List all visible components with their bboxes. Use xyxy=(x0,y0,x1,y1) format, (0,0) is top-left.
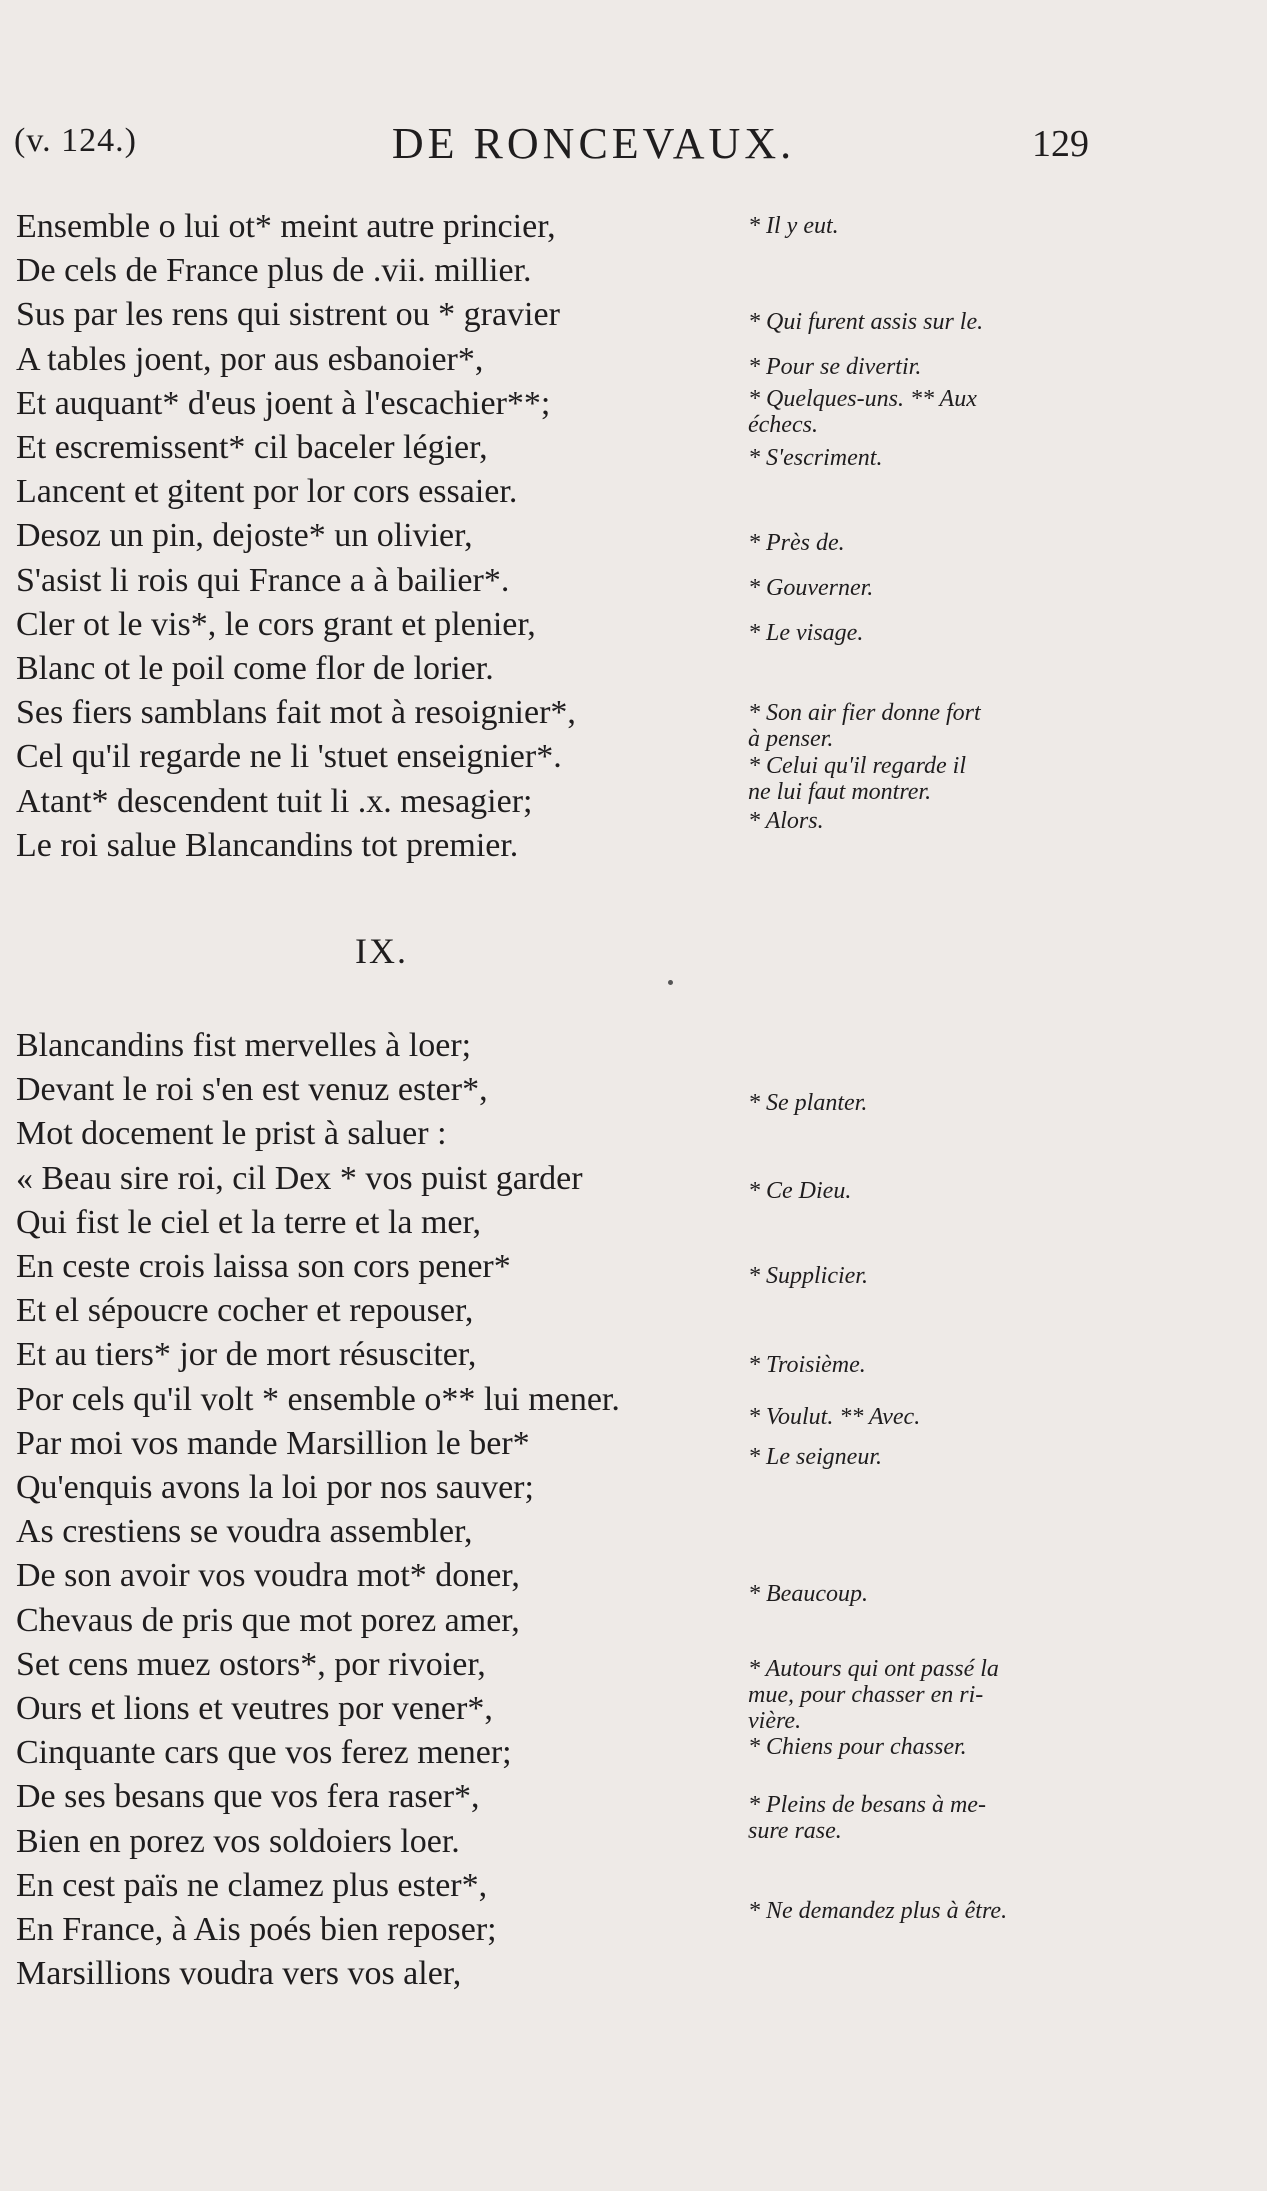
verse-line: Cel qu'il regarde ne li 'stuet enseignier*. xyxy=(16,738,562,776)
verse-line: Cinquante cars que vos ferez mener; xyxy=(16,1734,512,1772)
gloss-line: * Ce Dieu. xyxy=(748,1178,852,1204)
verse-line: Desoz un pin, dejoste* un olivier, xyxy=(16,517,473,555)
verse-line: Sus par les rens qui sistrent ou * gravier xyxy=(16,296,560,334)
gloss-line: * Il y eut. xyxy=(748,213,839,239)
gloss-line: mue, pour chasser en ri- xyxy=(748,1682,984,1708)
gloss-line: sure rase. xyxy=(748,1818,842,1844)
verse-line: S'asist li rois qui France a à bailier*. xyxy=(16,561,510,599)
verse-line: Set cens muez ostors*, por rivoier, xyxy=(16,1645,486,1683)
gloss-line: * Beaucoup. xyxy=(748,1581,868,1607)
gloss-line: * Quelques-uns. ** Aux xyxy=(748,386,977,412)
gloss-line: * Près de. xyxy=(748,530,845,556)
verse-line: Et auquant* d'eus joent à l'escachier**; xyxy=(16,384,551,422)
verse-line: Bien en porez vos soldoiers loer. xyxy=(16,1822,460,1860)
gloss-line: * Troisième. xyxy=(748,1352,866,1378)
verse-line: Et escremissent* cil baceler légier, xyxy=(16,429,488,466)
verse-line: En cest païs ne clamez plus ester*, xyxy=(16,1866,488,1904)
print-speck xyxy=(668,980,673,985)
gloss-line: * S'escriment. xyxy=(748,445,883,471)
gloss-line: * Pleins de besans à me- xyxy=(748,1792,986,1818)
verse-line: Por cels qu'il volt * ensemble o** lui mener. xyxy=(16,1380,620,1418)
gloss-line: * Le visage. xyxy=(748,620,864,646)
verse-line: De son avoir vos voudra mot* doner, xyxy=(16,1557,520,1595)
running-header xyxy=(0,118,1267,178)
verse-line: De ses besans que vos fera raser*, xyxy=(16,1778,480,1816)
verse-line: Lancent et gitent por lor cors essaier. xyxy=(16,473,518,511)
verse-line: As crestiens se voudra assembler, xyxy=(16,1513,473,1551)
running-title: DE RONCEVAUX. xyxy=(391,119,796,168)
verse-line: De cels de France plus de .vii. millier. xyxy=(16,252,532,290)
verse-line: Le roi salue Blancandins tot premier. xyxy=(16,826,519,864)
verse-line: Atant* descendent tuit li .x. mesagier; xyxy=(16,782,533,820)
gloss-line: * Ne demandez plus à être. xyxy=(748,1898,1008,1924)
gloss-line: * Celui qu'il regarde il xyxy=(748,753,967,779)
verse-line: Et au tiers* jor de mort résusciter, xyxy=(16,1336,477,1374)
verse-line: Ensemble o lui ot* meint autre princier, xyxy=(16,208,556,245)
gloss-line: * Voulut. ** Avec. xyxy=(748,1404,921,1430)
page-number: 129 xyxy=(1032,123,1089,165)
verse-line: Ours et lions et veutres por vener*, xyxy=(16,1690,493,1727)
verse-line: Qui fist le ciel et la terre et la mer, xyxy=(16,1203,481,1241)
verse-line: Chevaus de pris que mot porez amer, xyxy=(16,1601,520,1639)
gloss-line: * Le seigneur. xyxy=(748,1444,882,1470)
section-heading: IX. xyxy=(355,931,408,971)
gloss-line: * Autours qui ont passé la xyxy=(748,1656,999,1682)
gloss-line: * Chiens pour chasser. xyxy=(748,1734,967,1760)
verse-line: A tables joent, por aus esbanoier*, xyxy=(16,340,484,378)
gloss-line: * Qui furent assis sur le. xyxy=(748,309,984,335)
verse-line: Cler ot le vis*, le cors grant et plenier, xyxy=(16,605,536,643)
verse-line: « Beau sire roi, cil Dex * vos puist garder xyxy=(16,1159,583,1197)
verse-line: En ceste crois laissa son cors pener* xyxy=(16,1248,511,1285)
gloss-line: * Pour se divertir. xyxy=(748,354,922,380)
gloss-line: ne lui faut montrer. xyxy=(748,779,932,805)
gloss-line: échecs. xyxy=(748,412,818,438)
verse-reference: (v. 124.) xyxy=(14,122,137,159)
gloss-line: vière. xyxy=(748,1708,802,1734)
gloss-line: * Se planter. xyxy=(748,1090,868,1116)
verse-line: Devant le roi s'en est venuz ester*, xyxy=(16,1071,488,1109)
verse-line: Blancandins fist mervelles à loer; xyxy=(16,1027,472,1064)
verse-line: Mot docement le prist à saluer : xyxy=(16,1115,447,1153)
gloss-line: * Alors. xyxy=(748,808,824,834)
verse-line: Ses fiers samblans fait mot à resoignier*, xyxy=(16,694,576,732)
verse-line: Par moi vos mande Marsillion le ber* xyxy=(16,1424,530,1462)
gloss-line: * Gouverner. xyxy=(748,575,874,601)
gloss-line: * Son air fier donne fort xyxy=(748,700,981,726)
verse-line: Blanc ot le poil come flor de lorier. xyxy=(16,650,494,687)
gloss-line: * Supplicier. xyxy=(748,1263,868,1289)
verse-line: Qu'enquis avons la loi por nos sauver; xyxy=(16,1469,534,1506)
verse-line: En France, à Ais poés bien reposer; xyxy=(16,1911,497,1948)
verse-line: Marsillions voudra vers vos aler, xyxy=(16,1955,462,1993)
verse-line: Et el sépoucre cocher et repouser, xyxy=(16,1292,474,1330)
gloss-line: à penser. xyxy=(748,726,834,752)
